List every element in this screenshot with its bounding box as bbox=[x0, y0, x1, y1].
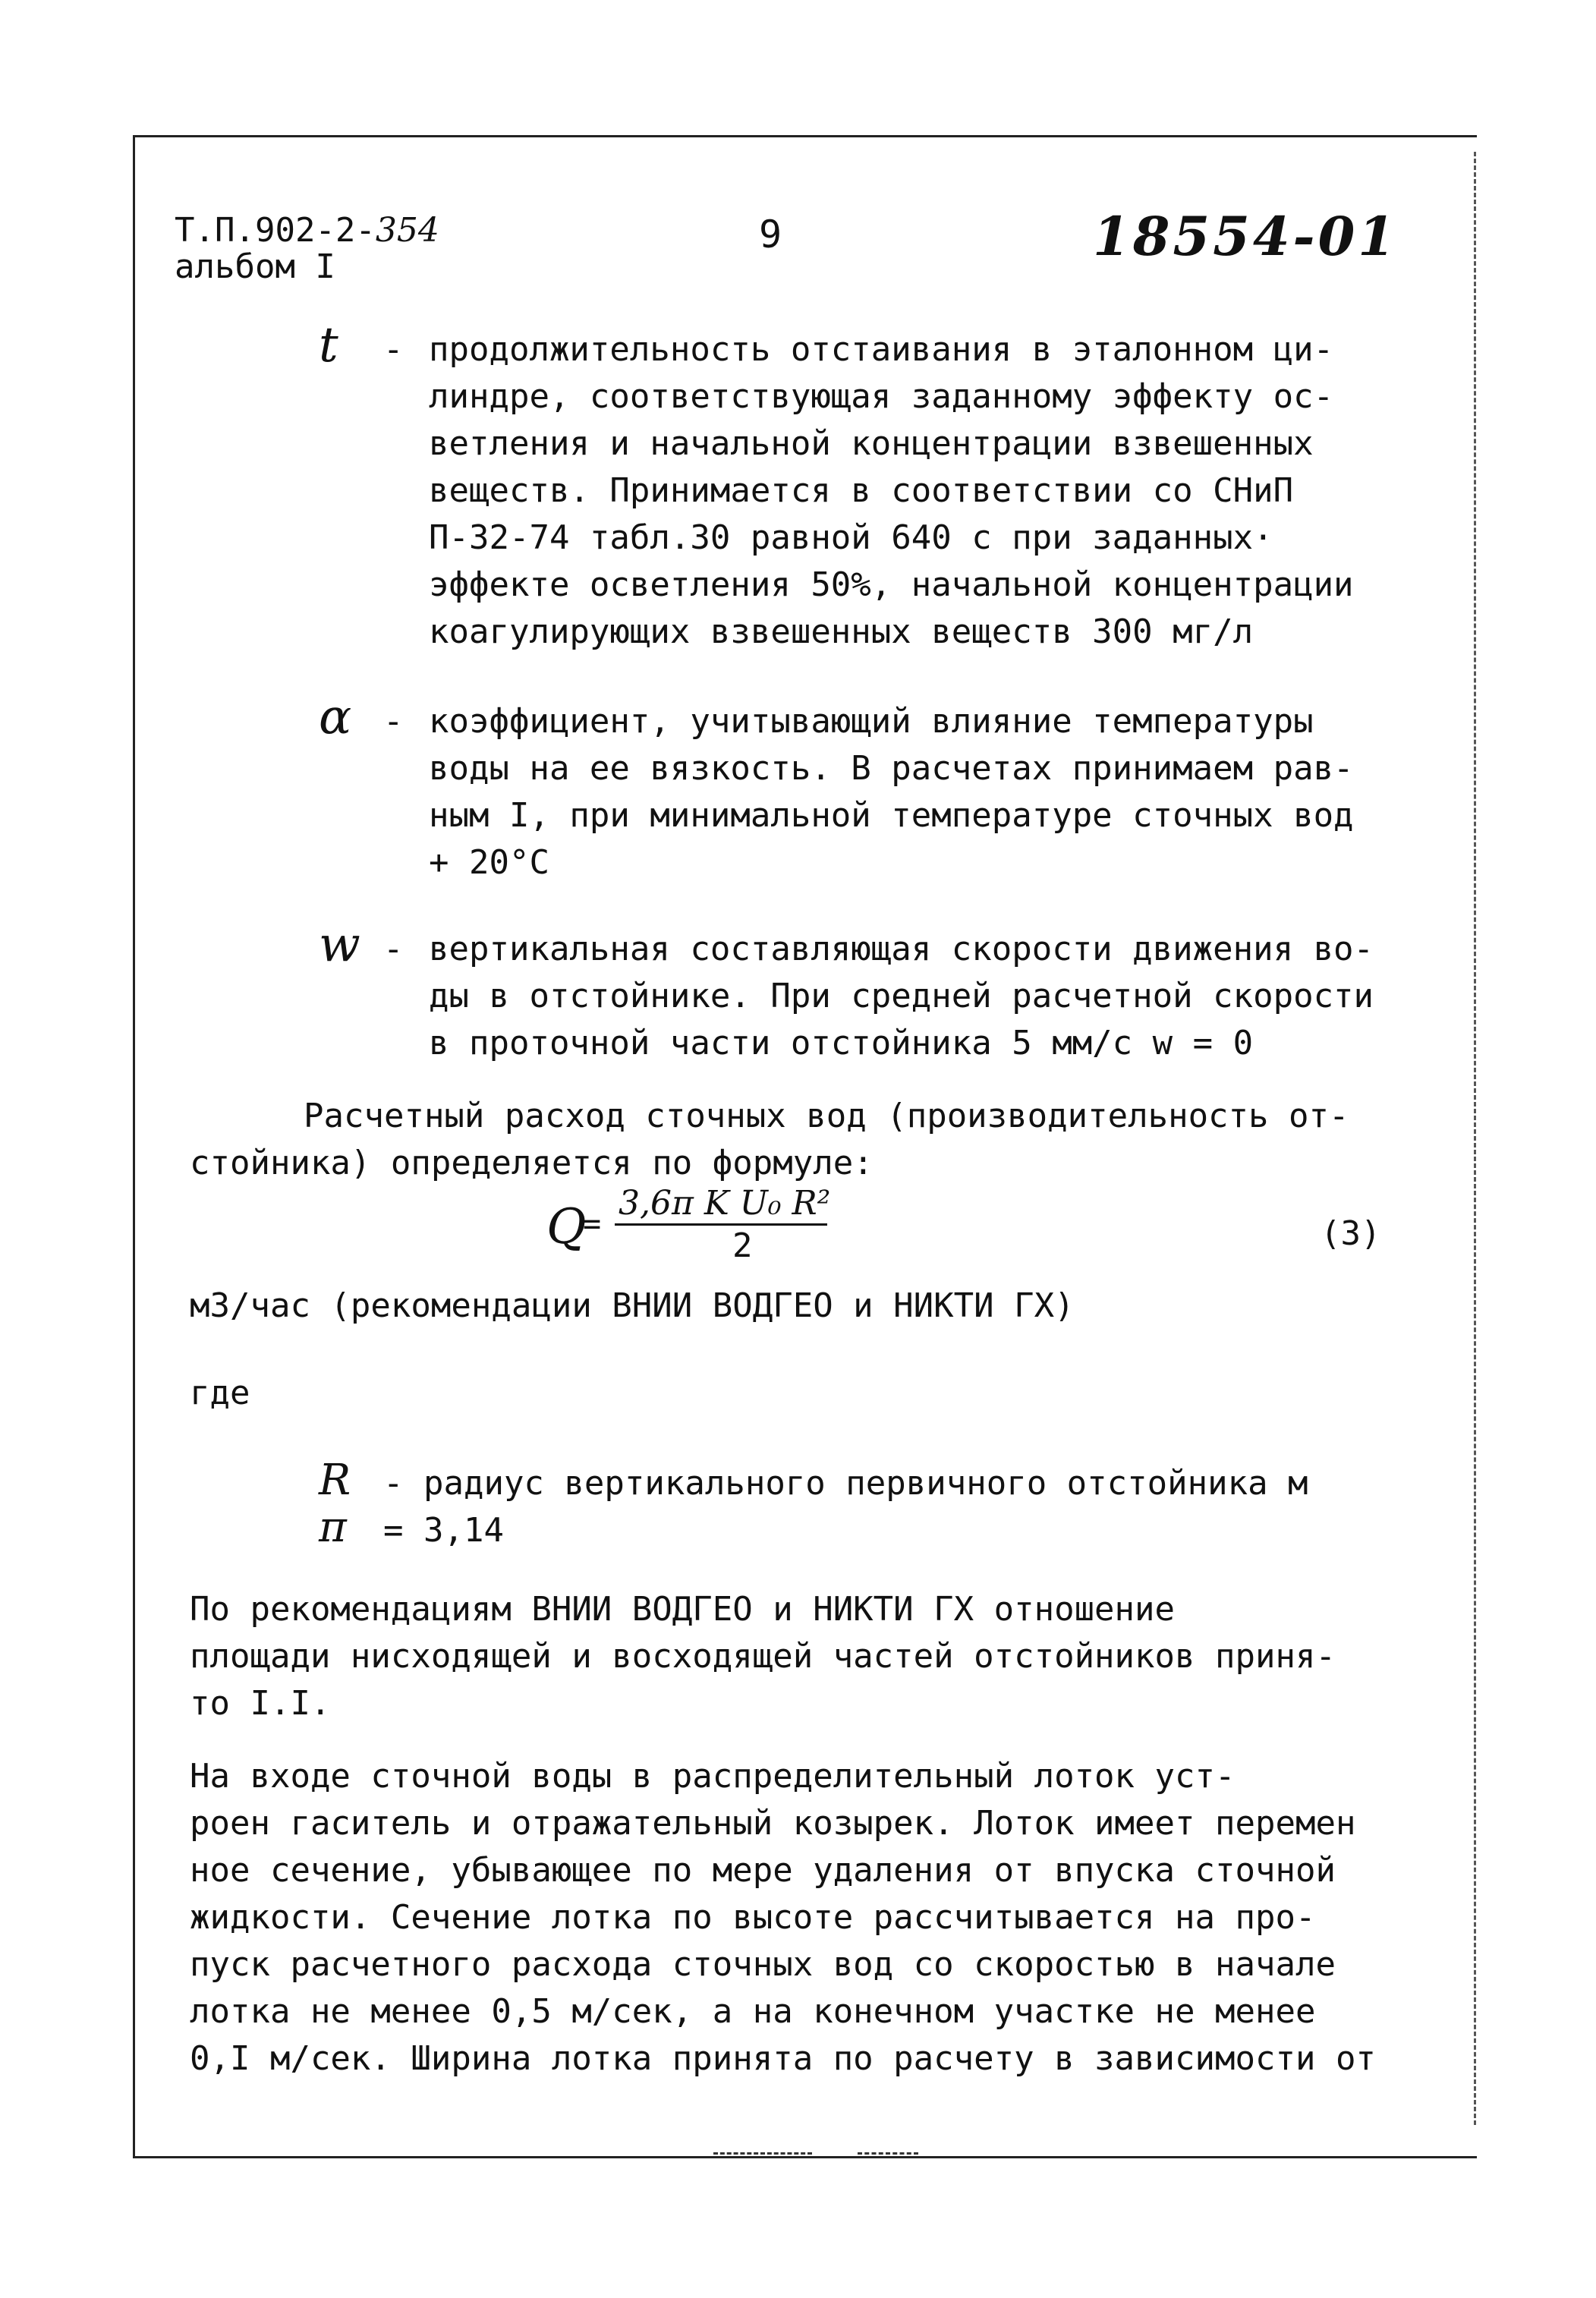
definition-alpha bbox=[319, 689, 1457, 886]
formula-equals: = bbox=[583, 1207, 602, 1242]
album-label: альбом I bbox=[175, 247, 335, 286]
page-number: 9 bbox=[759, 212, 782, 257]
variable-symbol: π bbox=[319, 1503, 347, 1552]
units-line: м3/час (рекомендации ВНИИ ВОДГЕО и НИКТИ ГХ) bbox=[190, 1286, 1075, 1325]
definition-text: коэффициент, учитывающий влияние температуры воды на ее вязкость. В расчетах принимаем рав- ным I, при минимальной температуре сточных вод + 20°С bbox=[429, 702, 1354, 882]
formula-lhs: Q bbox=[546, 1199, 587, 1255]
definition-text: вертикальная составляющая скорости движения во- ды в отстойнике. При средней расчетной скорости в проточной части отстойника 5 мм/с w = 0 bbox=[429, 930, 1374, 1062]
definition-symbol: t bbox=[319, 317, 338, 373]
definition-symbol: w bbox=[319, 917, 360, 973]
definition-dash: - bbox=[383, 930, 404, 968]
bottom-dash-mark bbox=[713, 2152, 812, 2155]
definition-dash: - bbox=[383, 330, 404, 369]
formula-denominator: 2 bbox=[732, 1226, 753, 1265]
formula-fraction-bar bbox=[615, 1223, 827, 1226]
document-code bbox=[175, 212, 439, 285]
definition-t bbox=[319, 317, 1457, 656]
variable-text: - радиус вертикального первичного отстойника м bbox=[383, 1464, 1308, 1503]
variable-symbol: R bbox=[319, 1456, 351, 1505]
formula-numerator: 3,6π K U₀ R² bbox=[619, 1184, 831, 1223]
definition-text: продолжительность отстаивания в эталонном ци- линдре, соответствующая заданному эффекту ос- ветления и начальной концентрации взвешенных веществ. Принимается в соответствии со СНиП П-32-74 табл.30 равной 640 с при заданных· эффекте осветления 50%, начальной концентрации коагулирующих взвешенных веществ 300 мг/л bbox=[429, 330, 1354, 651]
variable-text: = 3,14 bbox=[383, 1511, 504, 1550]
definition-w bbox=[319, 917, 1457, 1067]
page-frame-right-edge bbox=[1474, 152, 1476, 2125]
variable-pi bbox=[319, 1504, 504, 1554]
document-code-printed: Т.П.902-2- bbox=[175, 211, 376, 250]
where-word: где bbox=[190, 1374, 250, 1412]
bottom-dash-mark bbox=[858, 2152, 918, 2155]
variable-r bbox=[319, 1457, 1308, 1507]
document-number: 18554-01 bbox=[1093, 205, 1398, 268]
definition-dash: - bbox=[383, 702, 404, 741]
paragraph-ratio: По рекомендациям ВНИИ ВОДГЕО и НИКТИ ГХ отношение площади нисходящей и восходящей частей отстойников приня- то I.I. bbox=[190, 1590, 1336, 1723]
definition-symbol: α bbox=[319, 689, 352, 745]
flow-paragraph: Расчетный расход сточных вод (производительность от- стойника) определяется по формуле: bbox=[190, 1097, 1349, 1182]
document-code-handwritten: 354 bbox=[375, 211, 439, 250]
formula-label: (3) bbox=[1321, 1214, 1381, 1253]
paragraph-inlet: На входе сточной воды в распределительный лоток уст- роен гаситель и отражательный козырек. Лоток имеет перемен ное сечение, убывающее по мере удаления от впуска сточной жидкости. Сечение лотка по высоте рассчитывается на про- пуск расчетного расхода сточных вод со скоростью в начале лотка не менее 0,5 м/сек, а на конечном участке не менее 0,I м/сек. Ширина лотка принята по расчету в зависимости от bbox=[190, 1757, 1376, 2078]
